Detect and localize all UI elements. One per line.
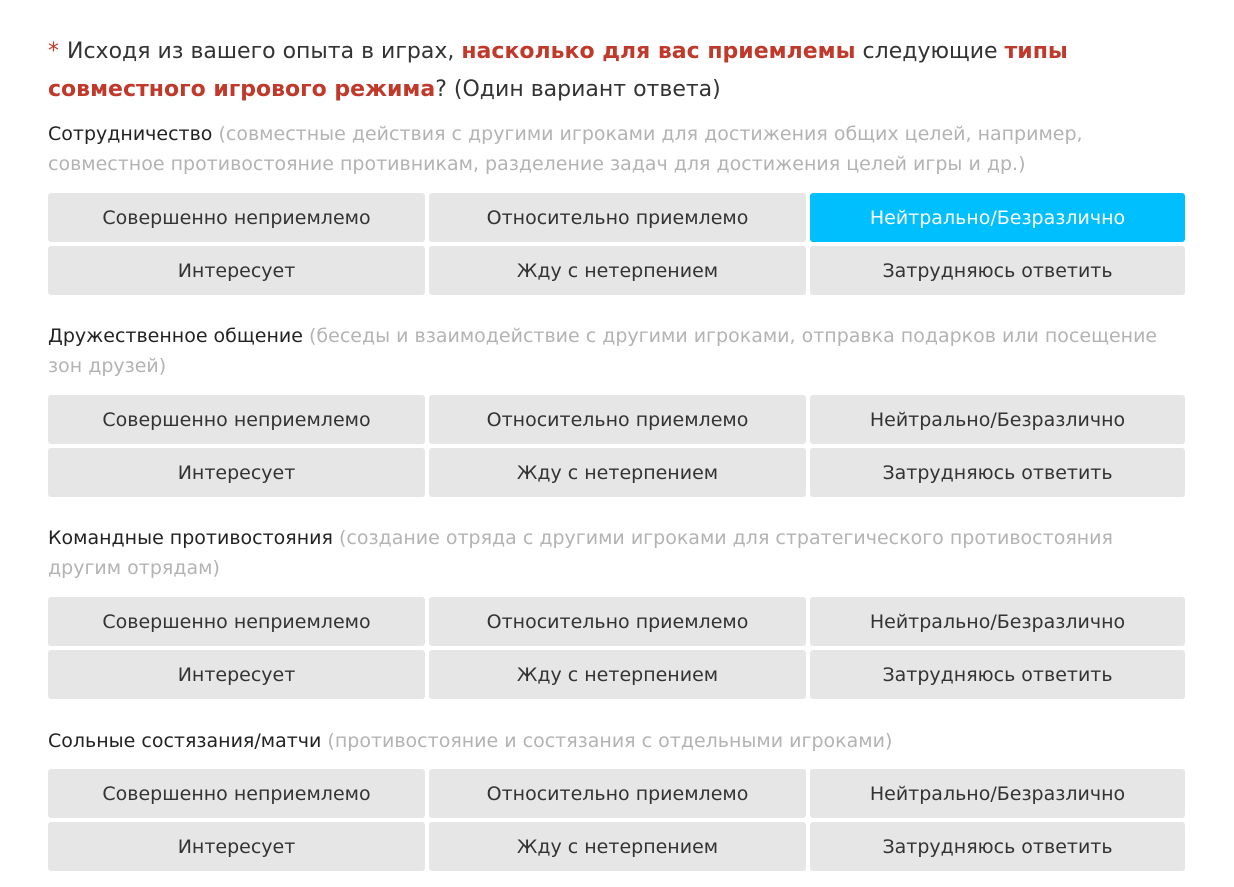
item-label [48, 119, 1185, 180]
question-text-part3: ? (Один вариант ответа) [435, 77, 721, 102]
option-neutral[interactable]: Нейтрально/Безразлично [810, 395, 1185, 444]
option-relatively-acceptable[interactable]: Относительно приемлемо [429, 769, 806, 818]
option-hard-to-say[interactable]: Затрудняюсь ответить [810, 822, 1185, 871]
option-looking-forward[interactable]: Жду с нетерпением [429, 650, 806, 699]
option-interested[interactable]: Интересует [48, 822, 425, 871]
option-looking-forward[interactable]: Жду с нетерпением [429, 246, 806, 295]
option-totally-unacceptable[interactable]: Совершенно неприемлемо [48, 395, 425, 444]
option-looking-forward[interactable]: Жду с нетерпением [429, 822, 806, 871]
option-totally-unacceptable[interactable]: Совершенно неприемлемо [48, 769, 425, 818]
question-text-part1: Исходя из вашего опыта в играх, [67, 39, 462, 64]
option-hard-to-say[interactable]: Затрудняюсь ответить [810, 246, 1185, 295]
question-text-part2: следующие [855, 39, 1005, 64]
option-neutral[interactable]: Нейтрально/Безразлично [810, 769, 1185, 818]
item-cooperation [48, 119, 1185, 295]
required-marker: * [48, 39, 59, 64]
option-hard-to-say[interactable]: Затрудняюсь ответить [810, 650, 1185, 699]
options-grid [48, 597, 1185, 699]
item-label-note: (совместные действия с другими игроками для достижения общих целей, например, совместное противостояние противникам, разделение задач для достижения целей игры и др.) [48, 123, 1083, 175]
option-neutral[interactable]: Нейтрально/Безразлично [810, 597, 1185, 646]
option-relatively-acceptable[interactable]: Относительно приемлемо [429, 395, 806, 444]
option-interested[interactable]: Интересует [48, 246, 425, 295]
item-label [48, 726, 1185, 756]
item-label [48, 321, 1185, 382]
question-highlight-mode-types: типы совместного игрового режима [48, 39, 1068, 102]
question-title [48, 33, 1198, 109]
option-interested[interactable]: Интересует [48, 448, 425, 497]
item-friendly-communication [48, 321, 1185, 497]
question-highlight-acceptable: насколько для вас приемлемы [461, 39, 856, 64]
item-label-title: Командные противостояния [48, 527, 333, 549]
options-grid [48, 769, 1185, 871]
option-totally-unacceptable[interactable]: Совершенно неприемлемо [48, 597, 425, 646]
item-label-note: (создание отряда с другими игроками для стратегического противостояния другим отрядам) [48, 527, 1113, 579]
option-relatively-acceptable[interactable]: Относительно приемлемо [429, 193, 806, 242]
option-relatively-acceptable[interactable]: Относительно приемлемо [429, 597, 806, 646]
option-neutral[interactable]: Нейтрально/Безразлично [810, 193, 1185, 242]
option-looking-forward[interactable]: Жду с нетерпением [429, 448, 806, 497]
item-label-title: Сотрудничество [48, 123, 213, 145]
options-grid [48, 395, 1185, 497]
item-label [48, 523, 1185, 584]
option-totally-unacceptable[interactable]: Совершенно неприемлемо [48, 193, 425, 242]
item-team-battles [48, 523, 1185, 699]
item-label-title: Сольные состязания/матчи [48, 730, 322, 752]
item-label-note: (беседы и взаимодействие с другими игроками, отправка подарков или посещение зон друзей) [48, 325, 1158, 377]
options-grid [48, 193, 1185, 295]
item-label-title: Дружественное общение [48, 325, 303, 347]
option-interested[interactable]: Интересует [48, 650, 425, 699]
item-label-note: (противостояние и состязания с отдельными игроками) [327, 730, 893, 752]
item-solo-matches [48, 726, 1185, 871]
option-hard-to-say[interactable]: Затрудняюсь ответить [810, 448, 1185, 497]
